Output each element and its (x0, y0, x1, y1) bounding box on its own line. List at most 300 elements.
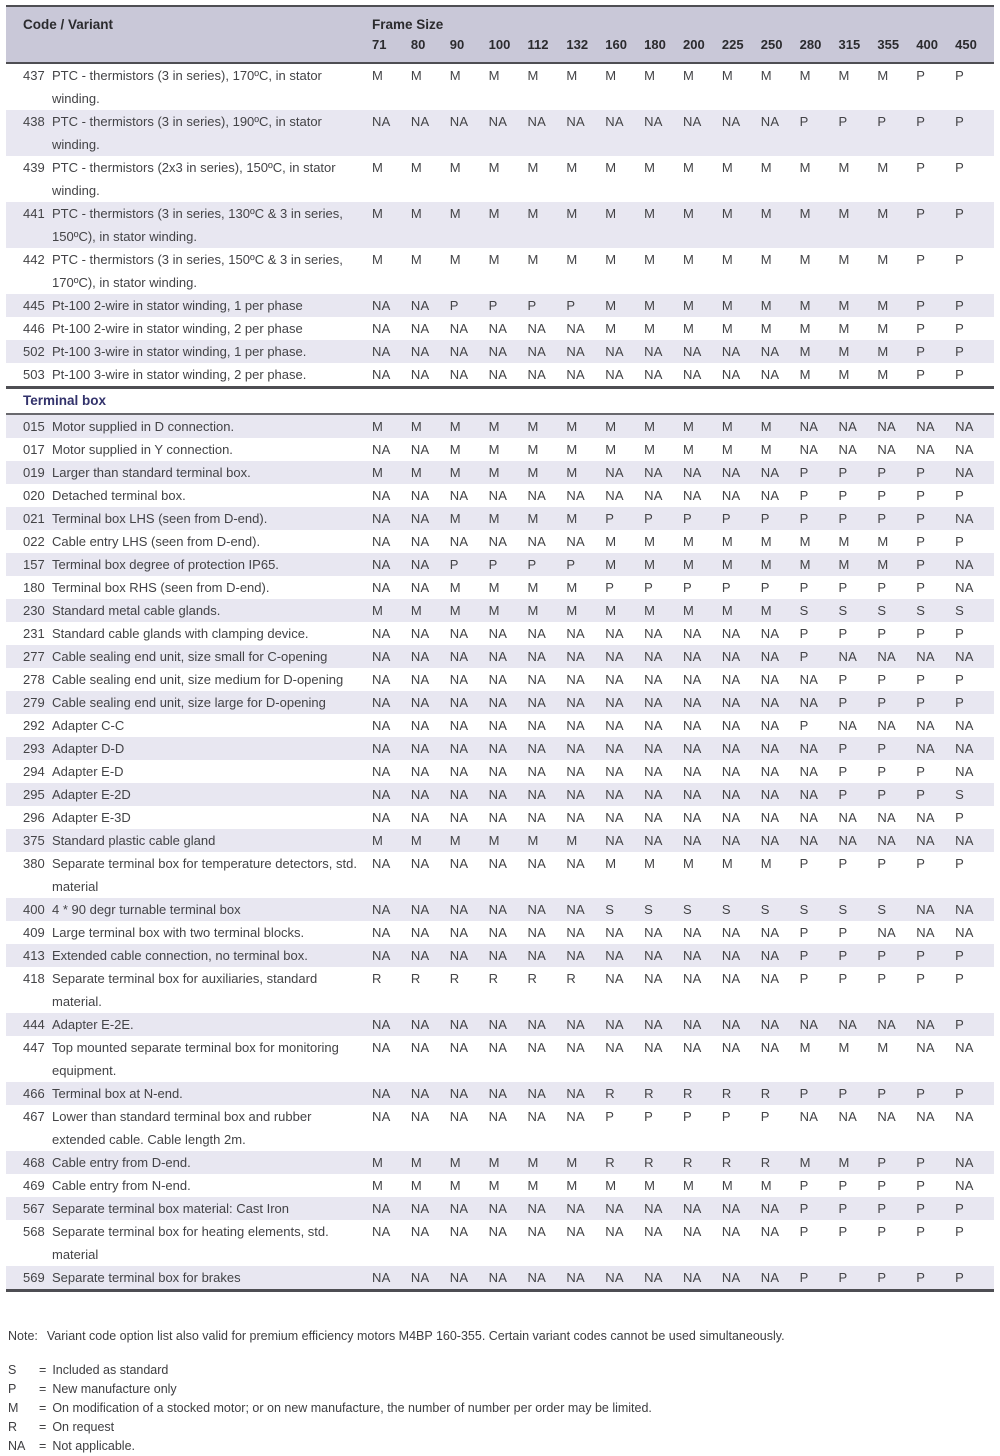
value-cell: P (800, 507, 839, 530)
value-cell: P (799, 1224, 809, 1239)
value-cell: R (372, 971, 382, 986)
value-cell: NA (410, 764, 430, 779)
value-cell: M (528, 461, 567, 484)
value-cell: NA (644, 691, 683, 714)
value-cell: NA (372, 944, 411, 967)
value-cell: M (839, 553, 878, 576)
value-cell: P (760, 580, 770, 595)
value-cell: NA (488, 1224, 508, 1239)
value-cell: NA (916, 1013, 955, 1036)
value-cell: P (916, 553, 955, 576)
table-row-017 (6, 438, 994, 461)
value-cell: NA (566, 1013, 605, 1036)
value-cell: M (644, 321, 656, 336)
value-cell: M (644, 68, 656, 83)
value-cell: R (722, 1151, 761, 1174)
table-row-375 (6, 829, 994, 852)
value-cell: P (839, 461, 878, 484)
variant-description: Separate terminal box for brakes (52, 1266, 372, 1291)
value-cell: M (449, 580, 461, 595)
value-cell: P (916, 507, 955, 530)
legend-item-s (8, 1361, 992, 1380)
value-cell: M (760, 534, 772, 549)
value-cell: P (800, 461, 839, 484)
value-cell: NA (411, 294, 450, 317)
value-cell: M (683, 160, 695, 175)
value-cell: NA (838, 442, 857, 457)
value-cell: NA (450, 691, 489, 714)
value-cell: NA (372, 507, 411, 530)
table-row-293 (6, 737, 994, 760)
value-cell: NA (372, 367, 391, 382)
value-cell: P (800, 944, 839, 967)
value-cell: NA (838, 810, 857, 825)
value-cell: M (838, 534, 850, 549)
table-row-021 (6, 507, 994, 530)
value-cell: S (955, 783, 994, 806)
legend-symbol: NA (8, 1439, 26, 1453)
value-cell: P (721, 580, 731, 595)
value-cell: M (411, 1151, 450, 1174)
frame-size-col-225: 225 (722, 35, 761, 63)
value-cell: NA (450, 944, 489, 967)
value-cell: NA (489, 944, 528, 967)
value-cell: NA (605, 783, 644, 806)
value-cell: NA (449, 367, 469, 382)
value-cell: NA (800, 783, 839, 806)
value-cell: NA (877, 718, 896, 733)
value-cell: M (644, 442, 656, 457)
value-cell: NA (410, 580, 430, 595)
value-cell: M (489, 461, 528, 484)
value-cell: NA (683, 1197, 722, 1220)
value-cell: NA (410, 1109, 430, 1124)
value-cell: NA (566, 764, 585, 779)
value-cell: M (449, 160, 461, 175)
value-cell: M (839, 340, 878, 363)
value-cell: M (489, 414, 528, 438)
value-cell: NA (488, 810, 508, 825)
value-cell: M (721, 534, 733, 549)
value-cell: M (528, 599, 567, 622)
value-cell: NA (644, 626, 663, 641)
variant-description: Adapter E-3D (52, 810, 131, 825)
value-cell: NA (410, 1224, 430, 1239)
value-cell: M (372, 599, 411, 622)
value-cell: NA (838, 1109, 857, 1124)
variant-code: 567 (6, 1197, 52, 1220)
value-cell: NA (955, 645, 994, 668)
value-cell: M (605, 160, 617, 175)
variant-description: Separate terminal box for temperature detectors, std. material (52, 856, 357, 894)
value-cell: NA (372, 110, 411, 156)
value-cell: S (683, 898, 722, 921)
value-cell: P (916, 1224, 926, 1239)
value-cell: NA (450, 340, 489, 363)
value-cell: P (877, 507, 916, 530)
value-cell: M (877, 252, 889, 267)
frame-size-col-90: 90 (450, 35, 489, 63)
value-cell: P (916, 294, 955, 317)
value-cell: NA (722, 783, 761, 806)
value-cell: NA (916, 718, 935, 733)
value-cell: P (916, 1151, 955, 1174)
value-cell: R (644, 1151, 683, 1174)
value-cell: M (527, 160, 539, 175)
value-cell: P (916, 1178, 926, 1193)
legend-item-r (8, 1418, 992, 1437)
value-cell: M (683, 294, 722, 317)
value-cell: M (760, 252, 772, 267)
value-cell: M (800, 202, 839, 248)
value-cell: NA (488, 764, 508, 779)
value-cell: P (838, 1178, 848, 1193)
value-cell: S (916, 599, 955, 622)
variant-code: 180 (23, 580, 45, 595)
value-cell: P (838, 1224, 848, 1239)
value-cell: M (450, 829, 489, 852)
value-cell: M (488, 252, 500, 267)
variant-description: Top mounted separate terminal box for monitoring equipment. (52, 1040, 339, 1078)
value-cell: NA (410, 672, 430, 687)
value-cell: NA (528, 110, 567, 156)
value-cell: P (799, 626, 809, 641)
value-cell: M (566, 1151, 605, 1174)
value-cell: NA (449, 856, 469, 871)
frame-size-col-355: 355 (877, 35, 916, 63)
value-cell: P (955, 1197, 994, 1220)
value-cell: M (644, 202, 683, 248)
value-cell: P (839, 737, 878, 760)
table-row-437 (6, 63, 994, 110)
value-cell: M (644, 534, 656, 549)
value-cell: M (410, 252, 422, 267)
value-cell: P (839, 944, 878, 967)
value-cell: NA (449, 925, 469, 940)
value-cell: P (877, 1266, 916, 1291)
value-cell: M (528, 829, 567, 852)
value-cell: NA (800, 414, 839, 438)
variant-description: Terminal box RHS (seen from D-end). (52, 580, 270, 595)
value-cell: NA (605, 810, 624, 825)
value-cell: NA (527, 1040, 546, 1055)
value-cell: R (644, 1082, 683, 1105)
value-cell: M (838, 68, 850, 83)
value-cell: NA (488, 925, 508, 940)
value-cell: P (605, 1109, 615, 1124)
value-cell: P (722, 507, 761, 530)
value-cell: M (800, 1151, 839, 1174)
table-row-441 (6, 202, 994, 248)
value-cell: NA (916, 898, 955, 921)
legend-equals: = (39, 1363, 47, 1377)
variant-code: 020 (23, 488, 45, 503)
legend-item-na (8, 1437, 992, 1456)
value-cell: M (761, 599, 800, 622)
value-cell: NA (761, 340, 800, 363)
value-cell: P (799, 580, 809, 595)
value-cell: P (916, 626, 926, 641)
variant-description: Motor supplied in D connection. (52, 414, 372, 438)
variant-description: Cable entry LHS (seen from D-end). (52, 534, 261, 549)
value-cell: NA (722, 340, 761, 363)
value-cell: M (644, 414, 683, 438)
value-cell: NA (761, 783, 800, 806)
value-cell: NA (449, 321, 469, 336)
legend-text: On modification of a stocked motor; or on new manufacture, the number of number per order may be limited. (52, 1401, 652, 1415)
value-cell: P (877, 1178, 887, 1193)
value-cell: R (527, 971, 538, 986)
value-cell: P (799, 718, 809, 733)
value-cell: NA (683, 367, 702, 382)
value-cell: P (683, 580, 692, 595)
value-cell: NA (372, 1197, 411, 1220)
value-cell: P (955, 1224, 964, 1239)
table-row-413 (6, 944, 994, 967)
value-cell: P (528, 294, 567, 317)
variant-code: 445 (6, 294, 52, 317)
value-cell: P (916, 580, 926, 595)
value-cell: R (761, 1151, 800, 1174)
value-cell: NA (955, 764, 974, 779)
value-cell: NA (683, 810, 702, 825)
table-row-157 (6, 553, 994, 576)
variant-description: Pt-100 2-wire in stator winding, 2 per phase (52, 321, 303, 336)
value-cell: P (800, 110, 839, 156)
value-cell: NA (722, 1266, 761, 1291)
value-cell: P (877, 944, 916, 967)
value-cell: P (800, 1266, 839, 1291)
value-cell: M (605, 68, 617, 83)
value-cell: NA (605, 925, 624, 940)
table-row-445 (6, 294, 994, 317)
value-cell: P (955, 1082, 994, 1105)
variant-code: 503 (23, 367, 45, 382)
value-cell: M (838, 160, 850, 175)
value-cell: P (838, 925, 848, 940)
value-cell: NA (566, 488, 585, 503)
table-body (6, 63, 994, 1291)
value-cell: M (449, 1178, 461, 1193)
value-cell: M (566, 414, 605, 438)
value-cell: S (877, 898, 916, 921)
value-cell: M (644, 856, 656, 871)
value-cell: S (955, 599, 994, 622)
value-cell: M (877, 553, 916, 576)
value-cell: NA (566, 626, 585, 641)
value-cell: NA (372, 1266, 411, 1291)
value-cell: M (644, 1178, 656, 1193)
value-cell: P (955, 971, 964, 986)
value-cell: P (644, 580, 653, 595)
variant-code: 015 (6, 414, 52, 438)
value-cell: M (528, 1151, 567, 1174)
value-cell: NA (721, 626, 741, 641)
value-cell: NA (838, 718, 857, 733)
value-cell: M (839, 294, 878, 317)
value-cell: P (838, 764, 848, 779)
value-cell: M (489, 202, 528, 248)
value-cell: NA (528, 898, 567, 921)
value-cell: M (760, 321, 772, 336)
value-cell: R (683, 1151, 722, 1174)
value-cell: NA (877, 442, 896, 457)
legend-text: Included as standard (52, 1363, 169, 1377)
value-cell: M (372, 1151, 411, 1174)
value-cell: P (489, 294, 528, 317)
table-row-418 (6, 967, 994, 1013)
value-cell: M (877, 1040, 889, 1055)
value-cell: NA (372, 340, 411, 363)
value-cell: NA (799, 764, 819, 779)
value-cell: NA (799, 672, 819, 687)
variant-description: Adapter E-D (52, 764, 124, 779)
value-cell: P (644, 1109, 653, 1124)
value-cell: M (566, 252, 578, 267)
value-cell: M (877, 294, 916, 317)
table-row-279 (6, 691, 994, 714)
value-cell: M (722, 294, 761, 317)
frame-size-col-200: 200 (683, 35, 722, 63)
variant-code: 296 (23, 810, 45, 825)
value-cell: NA (916, 442, 935, 457)
value-cell: NA (799, 1109, 819, 1124)
value-cell: NA (372, 764, 391, 779)
value-cell: NA (449, 1224, 469, 1239)
value-cell: NA (721, 488, 741, 503)
value-cell: M (605, 294, 644, 317)
value-cell: M (761, 294, 800, 317)
value-cell: M (683, 1178, 695, 1193)
value-cell: NA (449, 488, 469, 503)
value-cell: NA (566, 783, 605, 806)
value-cell: NA (566, 944, 605, 967)
value-cell: NA (605, 1197, 644, 1220)
value-cell: P (916, 321, 926, 336)
value-cell: M (683, 553, 722, 576)
value-cell: M (799, 367, 811, 382)
value-cell: NA (644, 645, 683, 668)
variant-code: 502 (6, 340, 52, 363)
frame-size-col-71: 71 (372, 35, 411, 63)
value-cell: M (411, 202, 450, 248)
value-cell: P (916, 68, 926, 83)
value-cell: NA (528, 691, 567, 714)
value-cell: NA (760, 367, 780, 382)
variant-code: 375 (6, 829, 52, 852)
value-cell: P (916, 783, 955, 806)
value-cell: NA (722, 944, 761, 967)
value-cell: NA (683, 971, 702, 986)
variant-code: 468 (6, 1151, 52, 1174)
value-cell: NA (528, 737, 567, 760)
value-cell: NA (566, 1040, 585, 1055)
value-cell: NA (605, 340, 644, 363)
value-cell: NA (800, 829, 839, 852)
value-cell: NA (683, 1013, 722, 1036)
value-cell: NA (683, 1040, 702, 1055)
value-cell: NA (527, 1109, 546, 1124)
value-cell: P (800, 645, 839, 668)
value-cell: NA (566, 737, 605, 760)
value-cell: NA (877, 829, 916, 852)
variant-description: Standard cable glands with clamping device. (52, 626, 309, 641)
value-cell: NA (644, 1197, 683, 1220)
value-cell: M (566, 507, 605, 530)
value-cell: NA (411, 507, 450, 530)
variant-description: Cable sealing end unit, size small for C-opening (52, 645, 372, 668)
value-cell: P (877, 488, 887, 503)
value-cell: NA (488, 856, 508, 871)
value-cell: NA (916, 829, 955, 852)
value-cell: S (800, 898, 839, 921)
value-cell: NA (488, 672, 508, 687)
value-cell: NA (955, 1151, 994, 1174)
value-cell: P (916, 971, 926, 986)
value-cell: NA (721, 367, 741, 382)
value-cell: NA (955, 580, 974, 595)
value-cell: NA (527, 810, 546, 825)
variant-description: Extended cable connection, no terminal box. (52, 944, 372, 967)
value-cell: NA (488, 718, 508, 733)
frame-size-col-112: 112 (528, 35, 567, 63)
value-cell: M (449, 68, 461, 83)
value-cell: S (605, 898, 644, 921)
value-cell: NA (605, 110, 644, 156)
variant-code: 438 (6, 110, 52, 156)
value-cell: S (839, 599, 878, 622)
value-cell: P (877, 783, 916, 806)
value-cell: M (527, 442, 539, 457)
value-cell: NA (644, 829, 683, 852)
value-cell: M (799, 534, 811, 549)
value-cell: M (800, 340, 839, 363)
variant-code: 019 (6, 461, 52, 484)
frame-size-col-280: 280 (800, 35, 839, 63)
frame-size-col-100: 100 (489, 35, 528, 63)
value-cell: M (489, 507, 528, 530)
value-cell: NA (527, 925, 546, 940)
frame-size-col-400: 400 (916, 35, 955, 63)
value-cell: NA (411, 737, 450, 760)
variant-code: 441 (6, 202, 52, 248)
value-cell: NA (410, 367, 430, 382)
value-cell: NA (566, 1082, 605, 1105)
value-cell: NA (605, 672, 624, 687)
value-cell: NA (955, 718, 974, 733)
value-cell: P (838, 971, 848, 986)
value-cell: M (799, 1040, 811, 1055)
value-cell: P (955, 68, 964, 83)
value-cell: NA (372, 553, 411, 576)
value-cell: NA (449, 764, 469, 779)
value-cell: NA (683, 783, 722, 806)
value-cell: P (955, 488, 964, 503)
value-cell: M (877, 367, 889, 382)
value-cell: NA (489, 1013, 528, 1036)
value-cell: NA (566, 810, 585, 825)
value-cell: P (799, 488, 809, 503)
value-cell: NA (955, 461, 994, 484)
value-cell: M (528, 202, 567, 248)
value-cell: P (955, 691, 994, 714)
legend-symbol: R (8, 1420, 18, 1434)
value-cell: M (528, 507, 567, 530)
variant-description: 4 * 90 degr turnable terminal box (52, 898, 372, 921)
value-cell: M (721, 160, 733, 175)
variant-code: 231 (23, 626, 45, 641)
value-cell: M (760, 1178, 772, 1193)
